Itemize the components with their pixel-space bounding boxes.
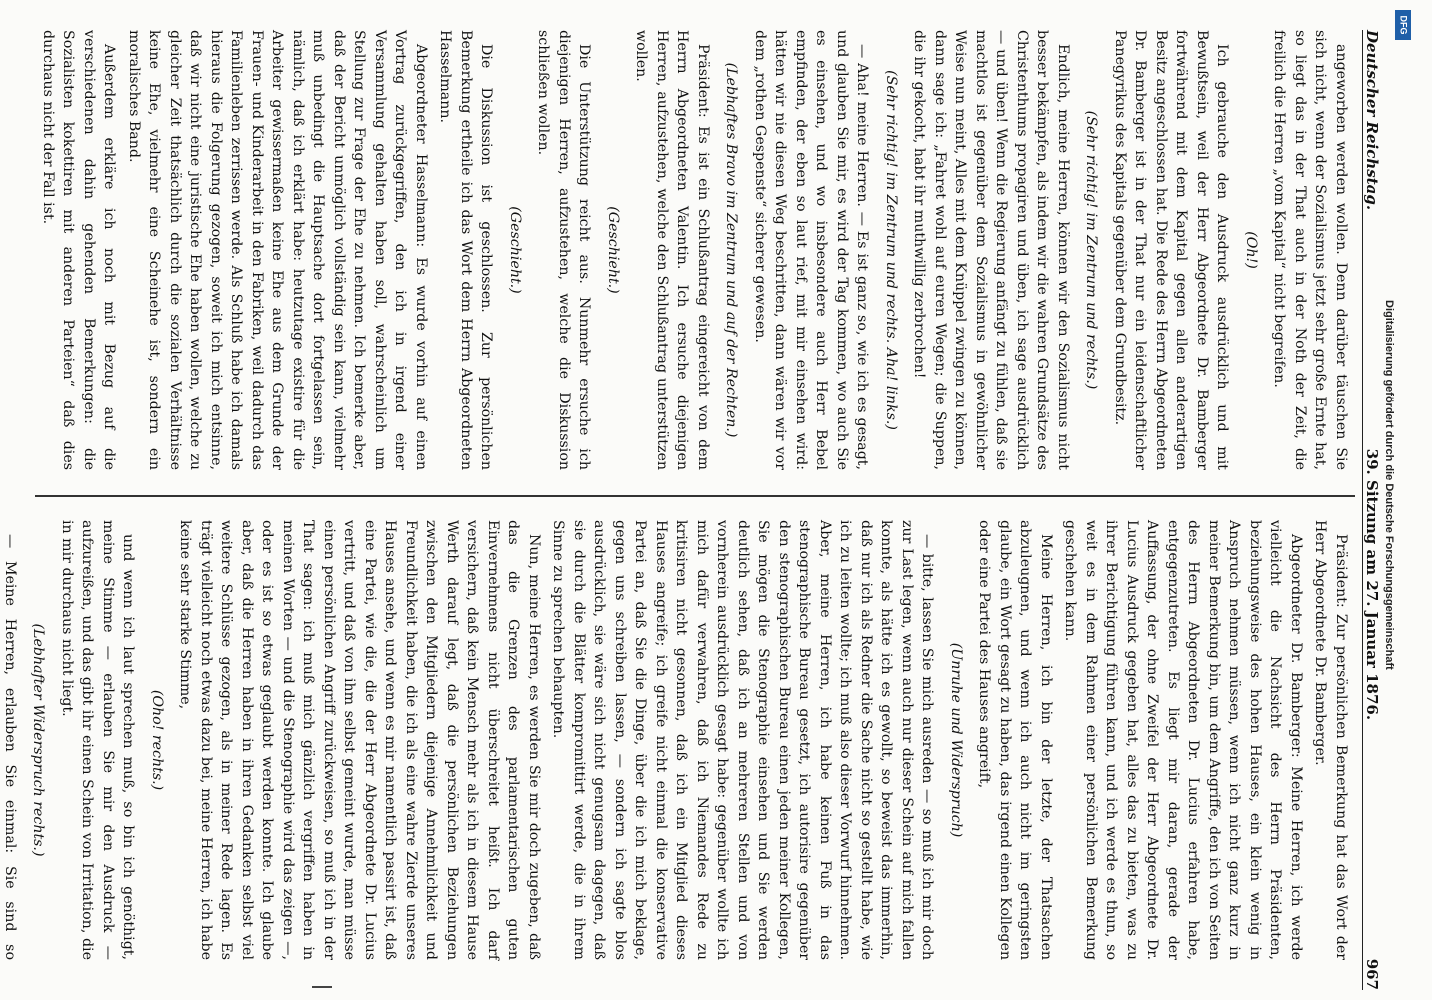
interjection: (Sehr richtig! im Zentrum und rechts. Aha! links.) <box>883 70 899 430</box>
dfg-logo <box>1395 10 1411 40</box>
paragraph: Meine Herren, ich bin der letzte, der Thatsachen abzuleugnen, und wenn ich auch nicht im geringsten glaube, ein Wort gesagt zu haben, das irgend einen Kollegen oder eine Partei des Hauses angreift, <box>976 520 1054 960</box>
interjection: (Sehr richtig! im Zentrum und rechts.) <box>1083 110 1100 390</box>
header-publication: Deutscher Reichstag. <box>1363 30 1381 211</box>
scan-mark <box>312 986 332 988</box>
paragraph: Endlich, meine Herren, können wir den Sozialismus nicht besser bekämpfen, als indem wir die wahren Grundsätze des Christenthums propagiren und üben, ich sage ausdrücklich — und üben! Wenn die Regierung anfängt zu fühlen, daß sie machtlos ist gegenüber dem Sozialismus in gewöhnlicher Weise nun meint, Alles mit dem Knüppel zwingen zu können, dann sage ich: „Fahret wohl auf euren Wegen; die Suppen, die ihr gekocht, habt ihr muthwillig zerbrochen! <box>911 30 1071 470</box>
paragraph: Nun, meine Herren, es werden Sie mir doch zugeben, daß das die Grenzen des parlamentarischen guten Einvernehmens nicht überschreitet heißt. Ich darf versichern, daß kein Mensch mehr als ich in diesem Hause Werth darauf legt, daß die persönlichen Beziehungen zwischen den Mitgliedern diejenige Annehmlichkeit und Freundlichkeit haben, die ich als eine wahre Zierde unseres Hauses ansehe, und wenn es mir namentlich passirt ist, daß eine Partei, wie die, die der Herr Abgeordnete Dr. Lucius vertritt, und daß von ihm selbst gemeint wurde, man müsse einen persönlichen Angriff zurückweisen, so muß ich in der That sagen: ich muß mich gänzlich vergriffen haben in meinen Worten — und die Stenographie wird das zeigen —, oder es ist so etwas geglaubt werden konnte. Ich glaube aber, daß die Herren haben in ihren Gedanken selbst viel weitere Schlüsse gezogen, als in meiner Rede lagen. Es trägt vielleicht noch etwas dazu bei, meine Herren, ich habe keine sehr starke Stimme, <box>177 520 542 960</box>
paragraph: Präsident: Es ist ein Schlußantrag eingereicht von dem Herrn Abgeordneten Valentin. Ich ersuche diejenigen Herren, aufzustehen, welche den Schlußantrag unterstützen wollen. <box>633 30 711 470</box>
paragraph: — bitte, lassen Sie mich ausreden — so muß ich mir doch zur Last legen, wenn auch nur dieser Schein auf mich fallen konnte, als hätte ich es gewollt, so beweist das immerhin, daß nur ich als Redner die Sache nicht so gestellt habe, wie ich zu leiten wollte; ich muß also dieser Vorwurf hinnehmen. Aber, meine Herren, ich habe keinen Fuß in das stenographische Bureau gesetzt, ich autorisire gegenüber den stenographischen Bureau einen jeden meiner Kollegen, Sie mögen die Stenographie einsehen und Sie werden deutlich sehen, daß ich an mehreren Stellen und von vornherein ausdrücklich gesagt habe: gegenüber wollte ich mich dafür verwahren, daß ich Niemandes Rede zu kritisiren nicht gesonnen, daß ich ein Mitglied dieses Hauses angreife; ich greife nicht einmal die konservative Partei an, daß Sie die Dinge, über die ich mich beklage, gegen uns schreiben lassen, — sondern ich sagte blos ausdrücklich, sie wäre sich nicht genugsam dagegen, daß sie durch die Blätter kompromittirt werde, die in ihrem Sinne zu sprechen behaupten. <box>550 520 936 960</box>
paragraph: Präsident: Zur persönlichen Bemerkung hat das Wort der Herr Abgeordnete Dr. Bamberger. <box>1312 520 1349 960</box>
paragraph: Außerdem erkläre ich noch mit Bezug auf die verschiedenen dahin gehenden Bemerkungen: die Sozialisten kokettiren mit anderen Parteien“ daß dies durchaus nicht der Fall ist. <box>40 30 118 470</box>
paragraph: und wenn ich laut sprechen muß, so bin ich genöthigt, meine Stimme — erlauben Sie mir den Ausdruck — aufzureißen, und das gibt ihr einen Schein von Irritation, die in mir durchaus nicht liegt. <box>59 520 137 960</box>
interjection: (Unruhe und Widerspruch) <box>948 642 964 838</box>
paragraph: Abgeordneter Dr. Bamberger: Meine Herren, ich werde vielleicht die Nachsicht des Herrn Präsidenten, beziehungsweise des hohen Hauses, ein klein wenig in Anspruch nehmen müssen, wenn ich nicht ganz kurz in meiner Bemerkung bin, um dem Angriffe, den ich von Seiten des Herrn Abgeordneten Dr. Lucius erfahren habe, entgegenzutreten. Es liegt mir daran, gerade der Auffassung, der ohne Zweifel der Herr Abgeordnete Dr. Lucius Ausdruck gegeben hat, alles das zu bieten, was zu ihrer Berichtigung führen kann, und ich werde es thun, so weit es in dem Rahmen einer persönlichen Bemerkung geschehen kann. <box>1062 520 1304 960</box>
paragraph: Ich gebrauche den Ausdruck ausdrücklich und mit Bewußtsein, weil der Herr Abgeordnete Dr. Bamberger fortwährend mit dem Kapital gegen allen anderartigen Besitz angeschlossen hat. Die Rede des Herrn Abgeordneten Dr. Bamberger ist in der That nur ein leidenschaftlicher Panegyrikus des Kapitals gegenüber dem Grundbesitz. <box>1112 30 1231 470</box>
interjection: (Oh!) <box>1243 231 1259 269</box>
interjection: (Geschieht.) <box>605 206 621 294</box>
digitization-credit: Digitalisierung gefördert durch die Deutsche Forschungsgemeinschaft <box>1383 300 1395 670</box>
interjection: (Lebhaftes Bravo im Zentrum und auf der Rechten.) <box>723 62 740 438</box>
interjection: (Lebhafter Widerspruch rechts.) <box>30 623 47 857</box>
interjection: (Geschieht.) <box>507 206 523 294</box>
column-divider <box>35 495 1355 497</box>
text-column-left <box>31 30 1351 470</box>
text-column-right <box>2 520 1351 960</box>
paragraph: Abgeordneter Hasselmann: Es wurde vorhin auf einen Vortrag zurückgegriffen, den ich in irgend einer Versammlung gehalten haben soll, wahrscheinlich um Stellung zur Frage der Ehe zu nehmen. Ich bemerke aber, daß der Bericht unmöglich vollständig sein kann, vielmehr muß unbedingt die Hauptsache dort fortgelassen sein, nämlich, daß ich erklärt habe: heutzutage existire für die Arbeiter gewissermaßen keine Ehe aus dem Grunde der Frauen- und Kinderarbeit in den Fabriken, weil dadurch das Familienleben zerrissen werde. Als Schluß habe ich damals hieraus die Folgerung gezogen, soweit ich mich entsinne, daß wir nicht eine juristische Ehe haben wollen, welche zu gleicher Zeit thatsächlich durch die sozialen Verhältnisse keine Ehe, vielmehr eine Scheinehe ist, sondern ein moralisches Band. <box>126 30 429 470</box>
rotated-document-page <box>2 30 1395 990</box>
paragraph: — Meine Herren, erlauben Sie einmal: Sie sind so <box>2 534 18 960</box>
dfg-logo-text: DFG <box>1398 15 1408 35</box>
paragraph: angeworben werden wollen. Denn darüber täuschen Sie sich nicht, wenn der Sozialismus jetzt sehr große Ernte hat, so liegt das in der That auch in der Noth der Zeit, die freilich die Herren „vom Kapital“ nicht begreifen. <box>1271 30 1349 470</box>
paragraph: — Aha! meine Herren. — Es ist ganz so, wie ich es gesagt, und glauben Sie mir, es wird der Tag kommen, wo auch Sie es einsehen, und wo insbesondere auch Herr Bebel empfinden, der eben so laut rief, mit mir einsehen wird: hätten wir nie diesen Weg beschritten, dann wären wir vor dem „rothen Gespenste“ sicherer gewesen. <box>752 30 871 470</box>
page-number: 967 <box>1363 958 1381 990</box>
header-session: 39. Sitzung am 27. Januar 1876. <box>1363 448 1381 721</box>
paragraph: Die Diskussion ist geschlossen. Zur persönlichen Bemerkung ertheile ich das Wort dem Herrn Abgeordneten Hasselmann. <box>437 30 495 470</box>
interjection: (Oho! rechts.) <box>149 689 165 791</box>
paragraph: Die Unterstützung reicht aus. Nunmehr ersuche ich diejenigen Herren, aufzustehen, welche die Diskussion schließen wollen. <box>535 30 593 470</box>
